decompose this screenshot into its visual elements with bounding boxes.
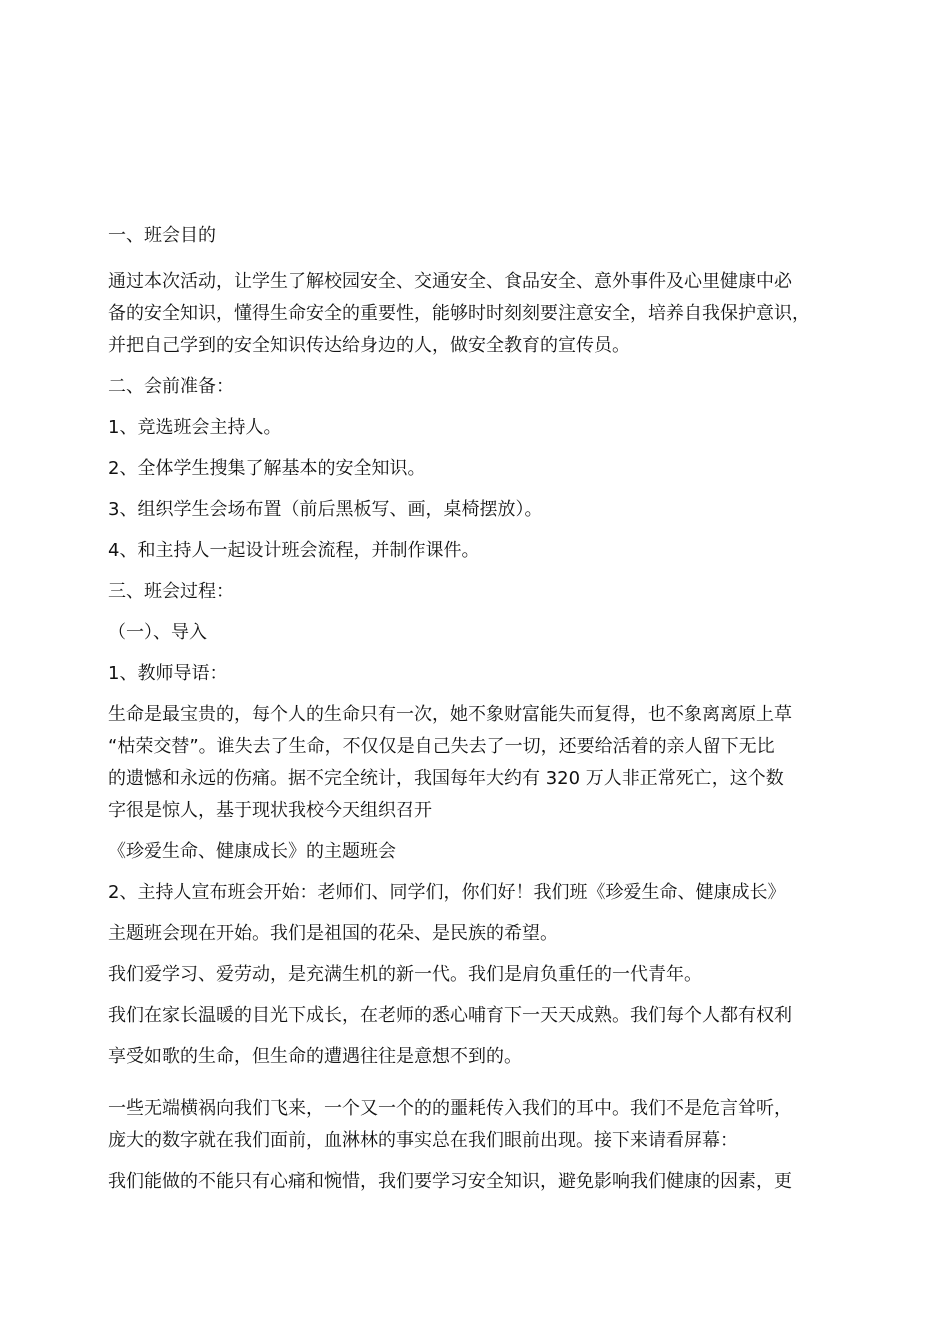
heading-preparation: 二、会前准备： — [108, 376, 234, 397]
list-item: 1、教师导语： — [108, 663, 228, 684]
paragraph-line: 通过本次活动，让学生了解校园安全、交通安全、食品安全、意外事件及心里健康中必 — [108, 271, 792, 292]
list-item: 3、组织学生会场布置（前后黑板写、画，桌椅摆放）。 — [108, 499, 543, 520]
subheading-introduction: （一）、导入 — [108, 622, 207, 643]
paragraph-line: 我们能做的不能只有心痛和惋惜，我们要学习安全知识，避免影响我们健康的因素，更 — [108, 1171, 792, 1192]
paragraph-line: 主题班会现在开始。我们是祖国的花朵、是民族的希望。 — [108, 923, 558, 944]
paragraph-line: 一些无端横祸向我们飞来，一个又一个的的噩耗传入我们的耳中。我们不是危言耸听， — [108, 1098, 792, 1119]
paragraph-line: 的遗憾和永远的伤痛。据不完全统计，我国每年大约有 320 万人非正常死亡，这个数 — [108, 768, 784, 789]
list-item: 1、竞选班会主持人。 — [108, 417, 282, 438]
heading-meeting-process: 三、班会过程： — [108, 581, 234, 602]
paragraph-line: 我们爱学习、爱劳动，是充满生机的新一代。我们是肩负重任的一代青年。 — [108, 964, 702, 985]
list-item: 2、主持人宣布班会开始：老师们、同学们，你们好！我们班《珍爱生命、健康成长》 — [108, 882, 786, 903]
paragraph-line: 生命是最宝贵的，每个人的生命只有一次，她不象财富能失而复得，也不象离离原上草 — [108, 704, 792, 725]
list-item: 4、和主持人一起设计班会流程，并制作课件。 — [108, 540, 480, 561]
paragraph-line: 庞大的数字就在我们面前，血淋林的事实总在我们眼前出现。接下来请看屏幕： — [108, 1130, 738, 1151]
list-item: 2、全体学生搜集了解基本的安全知识。 — [108, 458, 426, 479]
paragraph-line: 备的安全知识，懂得生命安全的重要性，能够时时刻刻要注意安全，培养自我保护意识， — [108, 303, 810, 324]
document-body — [108, 220, 844, 1198]
heading-meeting-purpose: 一、班会目的 — [108, 225, 216, 246]
paragraph-line: “枯荣交替”。谁失去了生命，不仅仅是自己失去了一切，还要给活着的亲人留下无比 — [108, 736, 775, 757]
paragraph-line: 我们在家长温暖的目光下成长，在老师的悉心哺育下一天天成熟。我们每个人都有权利 — [108, 1005, 792, 1026]
paragraph-line: 《珍爱生命、健康成长》的主题班会 — [108, 841, 396, 862]
paragraph-line: 字很是惊人，基于现状我校今天组织召开 — [108, 800, 432, 821]
paragraph-line: 享受如歌的生命，但生命的遭遇往往是意想不到的。 — [108, 1046, 522, 1067]
paragraph-line: 并把自己学到的安全知识传达给身边的人，做安全教育的宣传员。 — [108, 335, 630, 356]
